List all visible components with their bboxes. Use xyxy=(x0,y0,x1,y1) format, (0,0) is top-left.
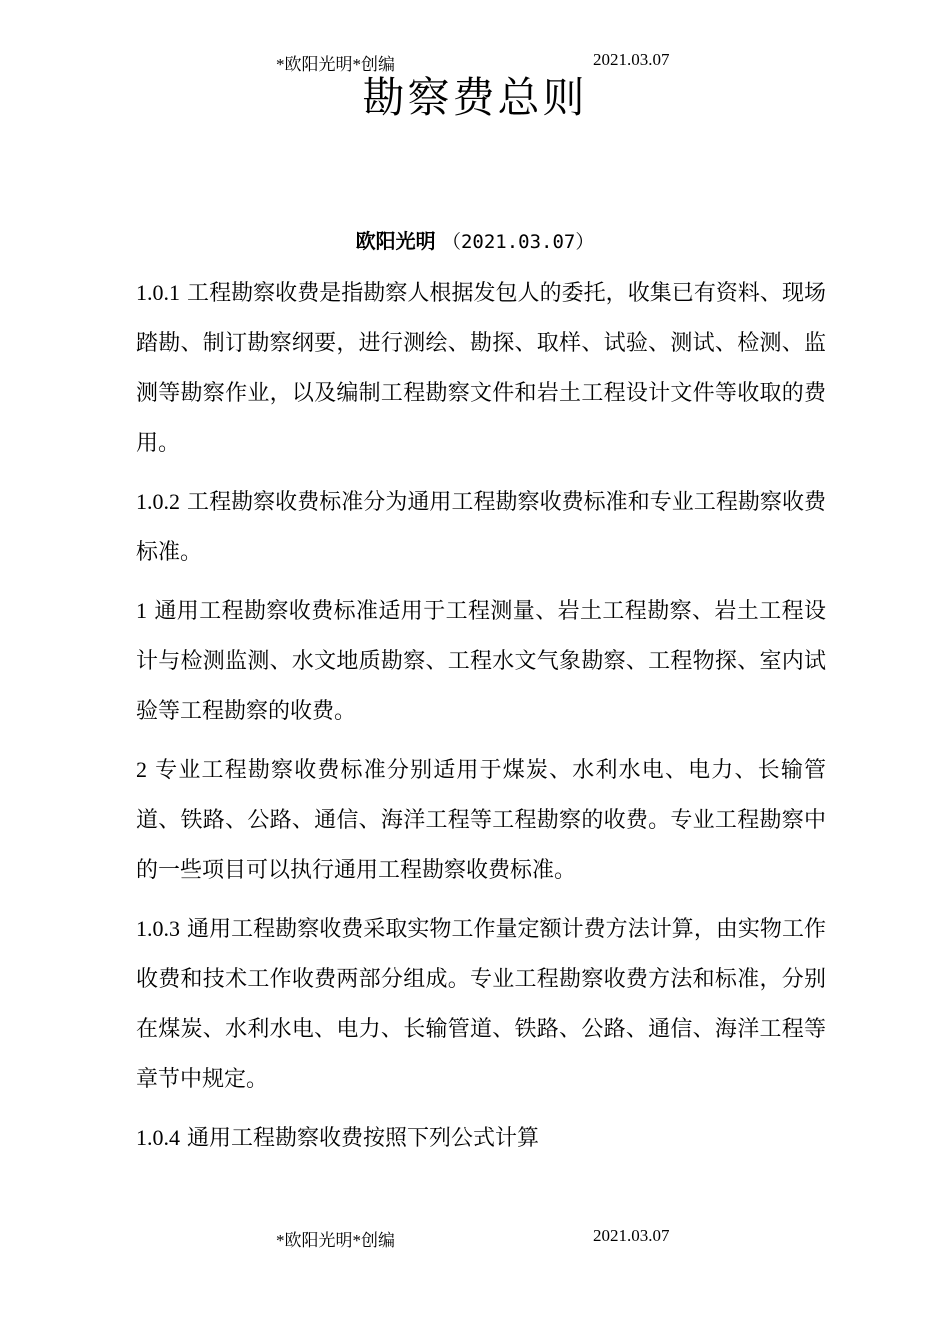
clause-number: 1.0.3 xyxy=(136,916,180,941)
clause-number: 1.0.4 xyxy=(136,1125,180,1150)
page-footer xyxy=(0,1226,950,1250)
paragraph-1-0-1 xyxy=(136,268,826,469)
clause-text: 通用工程勘察收费采取实物工作量定额计费方法计算，由实物工作收费和技术工作收费两部分组成。专业工程勘察收费方法和标准，分别在煤炭、水利水电、电力、长输管道、铁路、公路、通信、海洋工程等章节中规定。 xyxy=(136,917,826,1092)
clause-text: 专业工程勘察收费标准分别适用于煤炭、水利水电、电力、长输管道、铁路、公路、通信、海洋工程等工程勘察的收费。专业工程勘察中的一些项目可以执行通用工程勘察收费标准。 xyxy=(136,758,826,883)
header-date: 2021.03.07 xyxy=(593,50,670,69)
clause-text: 通用工程勘察收费按照下列公式计算 xyxy=(187,1126,540,1151)
paragraph-item-2 xyxy=(136,745,826,896)
clause-number: 1.0.1 xyxy=(136,280,180,305)
clause-text: 工程勘察收费是指勘察人根据发包人的委托，收集已有资料、现场踏勘、制订勘察纲要，进行测绘、勘探、取样、试验、测试、检测、监测等勘察作业，以及编制工程勘察文件和岩土工程设计文件等收取的费用。 xyxy=(136,281,826,456)
clause-number: 2 xyxy=(136,757,147,782)
paragraph-item-1 xyxy=(136,586,826,737)
byline-date: （2021.03.07） xyxy=(441,231,595,253)
document-title: 勘察费总则 xyxy=(362,73,588,122)
byline xyxy=(0,227,950,256)
footer-author: *欧阳光明*创编 xyxy=(276,1231,395,1250)
clause-text: 通用工程勘察收费标准适用于工程测量、岩土工程勘察、岩土工程设计与检测监测、水文地质勘察、工程水文气象勘察、工程物探、室内试验等工程勘察的收费。 xyxy=(136,599,826,724)
clause-number: 1.0.2 xyxy=(136,489,180,514)
clause-number: 1 xyxy=(136,598,147,623)
byline-author: 欧阳光明 xyxy=(355,229,436,253)
paragraph-1-0-4 xyxy=(136,1113,826,1164)
paragraph-1-0-3 xyxy=(136,904,826,1105)
header-author: *欧阳光明*创编 xyxy=(276,55,395,74)
document-body xyxy=(136,268,826,1172)
paragraph-1-0-2 xyxy=(136,477,826,578)
clause-text: 工程勘察收费标准分为通用工程勘察收费标准和专业工程勘察收费标准。 xyxy=(136,490,826,565)
footer-date: 2021.03.07 xyxy=(593,1226,670,1245)
